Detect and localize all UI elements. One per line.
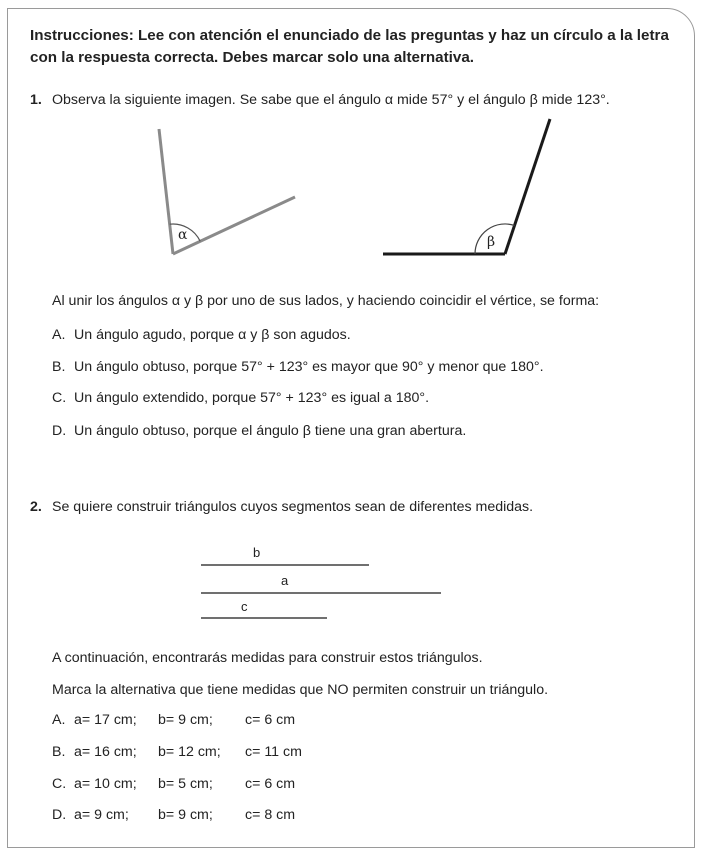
question-2-prompt-1: A continuación, encontrarás medidas para construir estos triángulos.	[52, 650, 483, 666]
question-1-prompt: Al unir los ángulos α y β por uno de sus lados, y haciendo coincidir el vértice, se forma:	[52, 293, 600, 309]
segment-c-label: c	[241, 599, 248, 614]
option-text: Un ángulo obtuso, porque 57° + 123° es mayor que 90° y menor que 180°.	[74, 359, 544, 375]
option-value-c: c= 8 cm	[245, 807, 296, 823]
beta-label: β	[487, 234, 496, 250]
option-value-a: a= 9 cm;	[74, 807, 129, 823]
question-1	[30, 91, 610, 109]
option-value-a: a= 16 cm;	[74, 744, 137, 760]
segment-b-label: b	[253, 545, 261, 560]
option-value-b: b= 9 cm;	[158, 807, 213, 823]
option-letter: B.	[52, 744, 66, 760]
instructions: Instrucciones: Lee con atención el enunciado de las preguntas y haz un círculo a la letra con la respuesta correcta. Debes marcar solo una alternativa.	[30, 27, 669, 66]
alpha-ray-2	[173, 197, 295, 254]
option-value-c: c= 6 cm	[245, 712, 296, 728]
option-text: Un ángulo extendido, porque 57° + 123° es igual a 180°.	[74, 390, 430, 406]
option-letter: C.	[52, 776, 67, 792]
beta-ray-2	[505, 119, 550, 254]
option-value-b: b= 5 cm;	[158, 776, 213, 792]
option-text: Un ángulo obtuso, porque el ángulo β tiene una gran abertura.	[74, 423, 467, 439]
beta-angle-figure	[380, 115, 560, 260]
option-letter: B.	[52, 359, 66, 375]
question-1-option-d[interactable]	[52, 422, 466, 440]
question-1-option-c[interactable]	[52, 389, 429, 407]
question-1-option-b[interactable]	[52, 358, 544, 376]
option-letter: A.	[52, 327, 66, 343]
alpha-angle-figure	[150, 120, 310, 265]
question-2-option-b[interactable]	[52, 743, 302, 761]
question-2	[30, 498, 533, 516]
question-1-text: Observa la siguiente imagen. Se sabe que el ángulo α mide 57° y el ángulo β mide 123°.	[52, 92, 610, 108]
question-2-text: Se quiere construir triángulos cuyos segmentos sean de diferentes medidas.	[52, 499, 534, 515]
question-2-prompt-2: Marca la alternativa que tiene medidas que NO permiten construir un triángulo.	[52, 682, 549, 698]
option-letter: A.	[52, 712, 66, 728]
option-value-c: c= 6 cm	[245, 776, 296, 792]
alpha-ray-1	[159, 129, 173, 254]
segment-a-label: a	[281, 573, 289, 588]
option-value-a: a= 10 cm;	[74, 776, 137, 792]
question-1-number: 1.	[30, 92, 42, 108]
alpha-label: α	[178, 227, 188, 243]
question-2-option-c[interactable]	[52, 775, 296, 793]
question-1-option-a[interactable]	[52, 326, 351, 344]
option-value-b: b= 12 cm;	[158, 744, 221, 760]
question-2-option-a[interactable]	[52, 711, 296, 729]
option-letter: D.	[52, 423, 67, 439]
option-value-b: b= 9 cm;	[158, 712, 213, 728]
option-letter: C.	[52, 390, 67, 406]
question-2-option-d[interactable]	[52, 806, 296, 824]
option-value-c: c= 11 cm	[245, 744, 302, 760]
option-value-a: a= 17 cm;	[74, 712, 137, 728]
question-2-number: 2.	[30, 499, 42, 515]
segments-figure	[195, 540, 450, 625]
option-text: Un ángulo agudo, porque α y β son agudos.	[74, 327, 351, 343]
option-letter: D.	[52, 807, 67, 823]
